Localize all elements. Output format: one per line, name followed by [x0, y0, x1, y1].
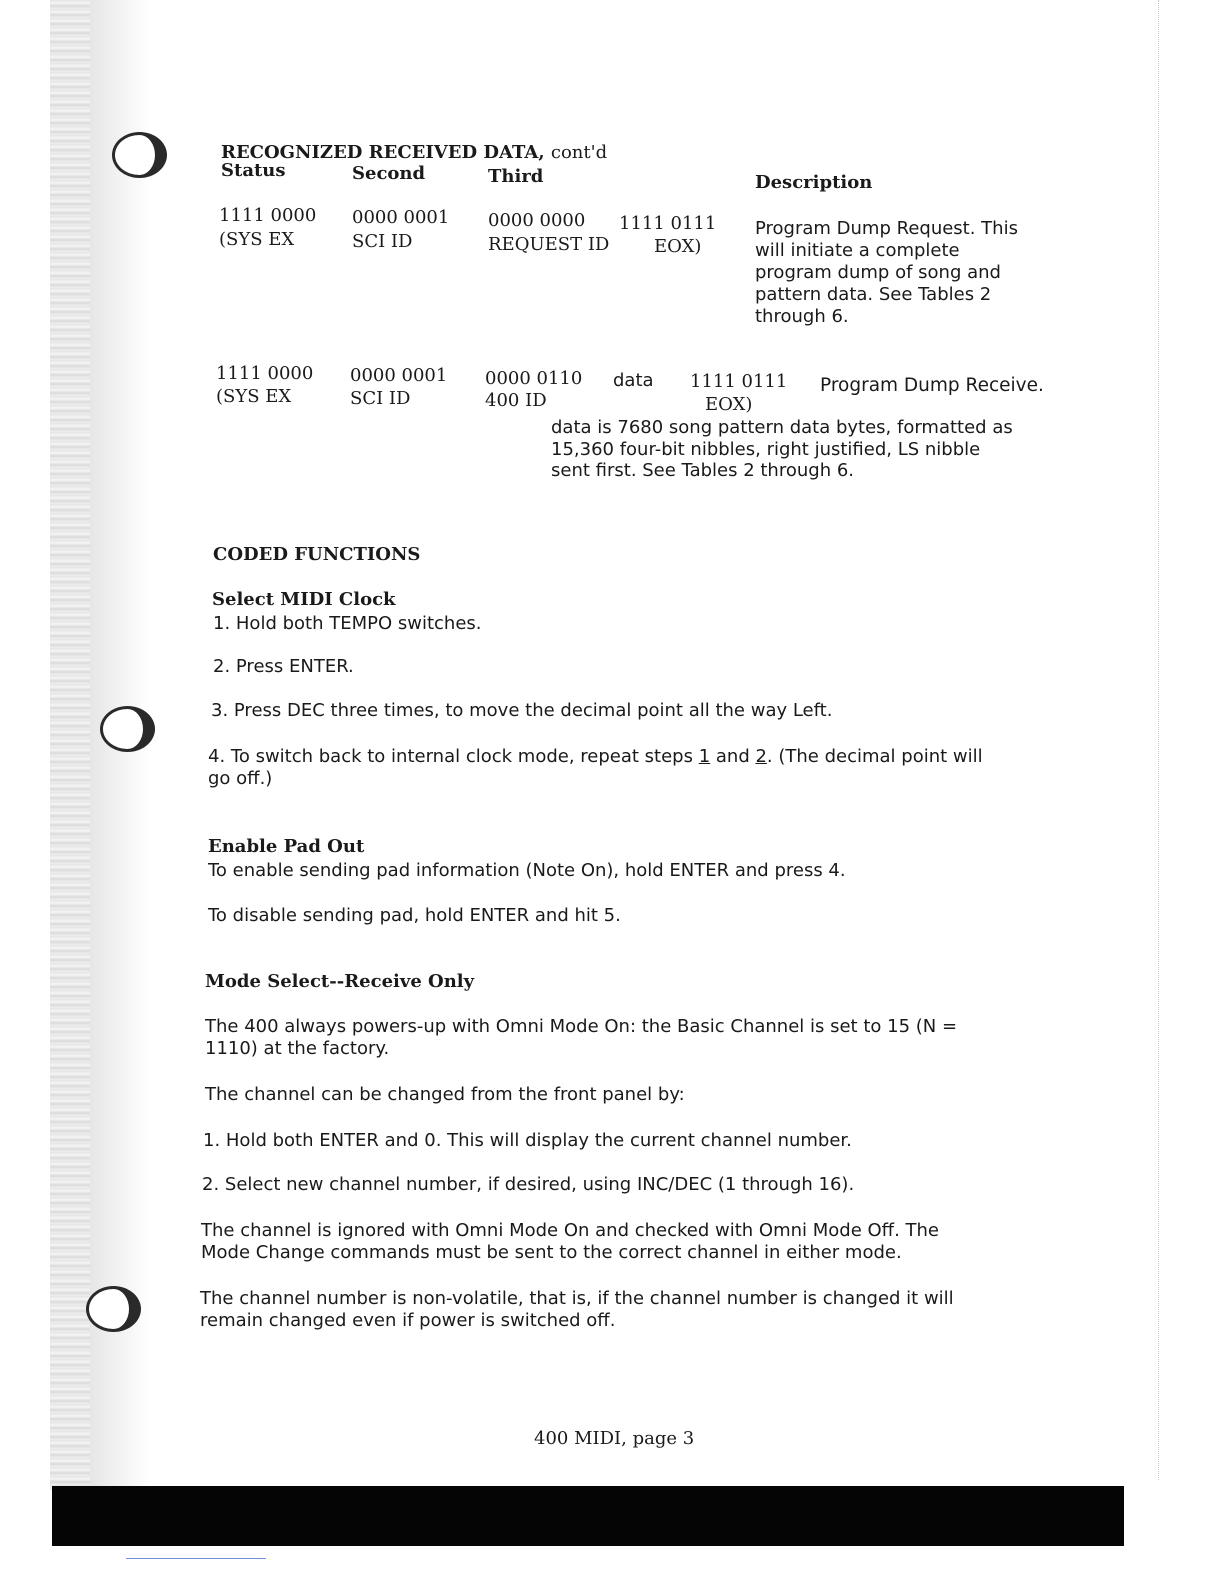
step4-ref-1: 1 — [698, 746, 711, 767]
row1-description-line: through 6. — [755, 306, 849, 327]
punch-hole-icon — [86, 1286, 141, 1332]
step4-text: and — [710, 746, 756, 767]
mode-select-paragraph-2: The channel can be changed from the front panel by: — [205, 1084, 685, 1105]
row1-description — [755, 218, 1018, 328]
punch-hole-icon — [100, 706, 155, 752]
step4-ref-2: 2 — [755, 746, 767, 767]
paragraph-line: The channel is ignored with Omni Mode On and checked with Omni Mode Off. The — [201, 1220, 939, 1241]
step4-text: . (The decimal point will — [766, 746, 983, 767]
row2-status-value: 1111 0000 — [216, 363, 314, 384]
row2-eox-label: EOX) — [705, 394, 753, 415]
step4-text: 4. To switch back to internal clock mode, repeat steps — [208, 746, 699, 767]
pad-out-enable-text: To enable sending pad information (Note On), hold ENTER and press 4. — [208, 860, 846, 881]
section-title-main: RECOGNIZED RECEIVED DATA, — [221, 142, 545, 163]
row2-second-label: SCI ID — [350, 388, 411, 409]
scan-binding-edge — [50, 0, 90, 1490]
row2-third-value: 0000 0110 — [485, 368, 583, 389]
row2-second-value: 0000 0001 — [350, 365, 448, 386]
scan-right-edge — [1158, 0, 1160, 1480]
row2-data-label: data — [613, 370, 654, 391]
row1-description-line: will initiate a complete — [755, 240, 960, 261]
column-header-second: Second — [352, 163, 426, 184]
punch-hole-icon — [112, 132, 167, 178]
midi-clock-step-2: 2. Press ENTER. — [213, 656, 354, 677]
scan-bottom-bar — [52, 1486, 1124, 1546]
row1-eox-label: EOX) — [654, 236, 702, 257]
column-header-third: Third — [488, 166, 544, 187]
pad-out-disable-text: To disable sending pad, hold ENTER and hit 5. — [208, 905, 621, 926]
paragraph-line: The 400 always powers-up with Omni Mode On: the Basic Channel is set to 15 (N = — [205, 1016, 958, 1037]
row1-status-label: (SYS EX — [219, 229, 295, 250]
row1-second-value: 0000 0001 — [352, 207, 450, 228]
midi-clock-step-1: 1. Hold both TEMPO switches. — [213, 613, 482, 634]
coded-functions-title: CODED FUNCTIONS — [213, 544, 421, 565]
row1-third-label: REQUEST ID — [488, 234, 610, 255]
row1-eox-value: 1111 0111 — [619, 213, 717, 234]
row2-description: Program Dump Receive. — [820, 375, 1044, 396]
row2-description-detail — [551, 417, 1013, 482]
page-footer: 400 MIDI, page 3 — [534, 1428, 695, 1449]
row2-third-label: 400 ID — [485, 390, 547, 411]
mode-select-step-1: 1. Hold both ENTER and 0. This will display the current channel number. — [203, 1130, 852, 1151]
midi-clock-step-3: 3. Press DEC three times, to move the decimal point all the way Left. — [211, 700, 833, 721]
row1-description-line: pattern data. See Tables 2 — [755, 284, 992, 305]
row1-third-value: 0000 0000 — [488, 210, 586, 231]
row2-eox-value: 1111 0111 — [690, 371, 788, 392]
mode-select-paragraph-1 — [205, 1016, 957, 1060]
section-title-suffix: cont'd — [550, 142, 608, 163]
paragraph-line: 1110) at the factory. — [205, 1038, 390, 1059]
midi-clock-step-4 — [208, 746, 983, 790]
step4-text-line2: go off.) — [208, 768, 273, 789]
paragraph-line: The channel number is non-volatile, that is, if the channel number is changed it will — [200, 1288, 954, 1309]
select-midi-clock-heading: Select MIDI Clock — [212, 589, 396, 610]
row1-second-label: SCI ID — [352, 231, 413, 252]
row1-description-line: program dump of song and — [755, 262, 1001, 283]
row2-description-line: 15,360 four-bit nibbles, right justified, LS nibble — [551, 438, 981, 460]
paragraph-line: Mode Change commands must be sent to the correct channel in either mode. — [201, 1242, 902, 1263]
row2-status-label: (SYS EX — [216, 386, 292, 407]
column-header-status: Status — [221, 160, 286, 181]
mode-select-step-2: 2. Select new channel number, if desired, using INC/DEC (1 through 16). — [202, 1174, 855, 1195]
mode-select-paragraph-3 — [201, 1220, 939, 1264]
enable-pad-out-heading: Enable Pad Out — [208, 836, 365, 857]
mode-select-heading: Mode Select--Receive Only — [205, 971, 475, 992]
row1-description-line: Program Dump Request. This — [755, 218, 1018, 239]
row2-description-line: data is 7680 song pattern data bytes, formatted as — [551, 417, 1013, 438]
paragraph-line: remain changed even if power is switched off. — [200, 1310, 616, 1331]
mode-select-paragraph-4 — [200, 1288, 954, 1332]
scan-bottom-line — [126, 1558, 266, 1559]
column-header-description: Description — [755, 172, 873, 193]
row1-status-value: 1111 0000 — [219, 205, 317, 226]
row2-description-line: sent first. See Tables 2 through 6. — [551, 460, 854, 481]
